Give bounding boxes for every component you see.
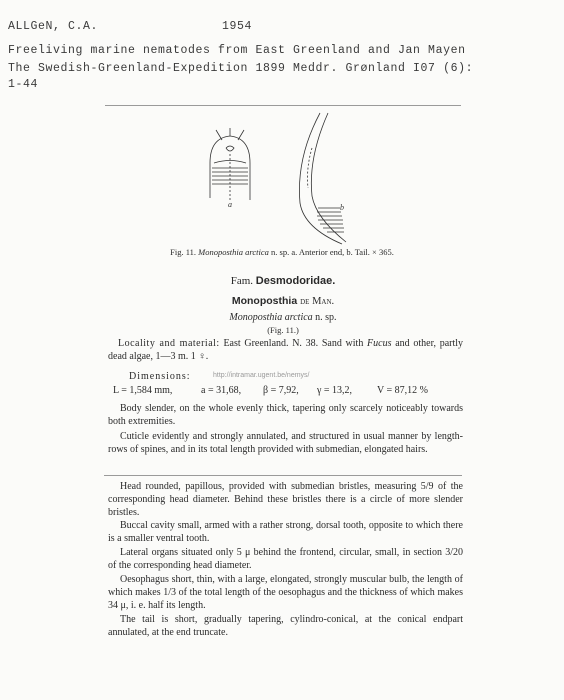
figure-caption <box>108 247 456 257</box>
species-heading <box>104 312 462 323</box>
buccal-paragraph: Buccal cavity small, armed with a rather strong, dorsal tooth, opposite to which there is a smaller ventral tooth. <box>108 520 463 544</box>
dim-V: V = 87,12 % <box>377 385 429 396</box>
family-heading <box>104 275 462 287</box>
genus-author: de Man. <box>300 296 335 307</box>
oesophagus-paragraph: Oesophagus short, thin, with a large, elongated, strongly muscular bulb, the length of which makes 1/3 of the total length of the oesophagus and the thickness of which makes 34 μ, i. e. half its length. <box>108 574 463 611</box>
figure-label-a: a <box>228 200 232 209</box>
nematode-figure <box>200 108 370 248</box>
species-suffix: n. sp. <box>315 312 337 323</box>
tail-paragraph: The tail is short, gradually tapering, cylindro-conical, at the conical endpart annulated, at the end truncate. <box>108 614 463 638</box>
genus-name: Monoposthia <box>231 295 298 307</box>
genus-heading <box>104 295 462 307</box>
anterior-end-drawing <box>210 128 250 200</box>
mid-divider <box>104 475 462 476</box>
family-prefix: Fam. <box>230 275 254 287</box>
locality-label: Locality and material: <box>118 338 220 349</box>
dim-L: L = 1,584 mm, <box>113 385 173 396</box>
citation-author: ALLGeN, C.A. <box>8 20 99 33</box>
locality-text1: East Greenland. N. 38. Sand with <box>223 338 364 349</box>
caption-rest: n. sp. a. Anterior end, b. Tail. × 365. <box>271 247 394 257</box>
dim-beta: β = 7,92, <box>263 385 299 396</box>
species-name: Monoposthia arctica <box>229 312 313 323</box>
caption-species: Monoposthia arctica <box>198 247 269 257</box>
watermark-url: http://intramar.ugent.be/nemys/ <box>213 372 310 379</box>
citation-year: 1954 <box>222 20 253 33</box>
lateral-paragraph: Lateral organs situated only 5 μ behind the frontend, circular, small, in section 3/20 of the corresponding head diameter. <box>108 547 463 571</box>
dim-gamma: γ = 13,2, <box>317 385 353 396</box>
caption-lead: Fig. 11. <box>170 247 197 257</box>
locality-paragraph <box>108 337 463 363</box>
locality-fucus: Fucus <box>367 338 392 349</box>
tail-drawing <box>299 113 346 244</box>
body-paragraph: Body slender, on the whole evenly thick, tapering only scarcely noticeably towards both extremities. <box>108 403 463 427</box>
dimensions-label: Dimensions: <box>129 371 191 382</box>
figure-reference: (Fig. 11.) <box>267 325 299 335</box>
family-name: Desmodoridae. <box>255 275 336 287</box>
citation-journal: The Swedish-Greenland-Expedition 1899 Meddr. Grønland I07 (6): <box>8 62 474 75</box>
cuticle-paragraph: Cuticle evidently and strongly annulated, and structured in usual manner by length-rows of spines, and in its total length provided with submedian, elongated hairs. <box>108 431 463 455</box>
top-divider <box>105 105 461 106</box>
head-paragraph: Head rounded, papillous, provided with submedian bristles, measuring 5/9 of the corresponding head diameter. Behind these bristles there is a circle of more slender bristles. <box>108 481 463 518</box>
locality-text2: and other, partly dead algae, 1—3 m. 1 ♀. <box>108 338 464 362</box>
figure-label-b: b <box>340 203 344 212</box>
citation-pages: 1-44 <box>8 78 39 91</box>
citation-title: Freeliving marine nematodes from East Greenland and Jan Mayen <box>8 44 466 57</box>
dim-alpha: a = 31,68, <box>201 385 242 396</box>
